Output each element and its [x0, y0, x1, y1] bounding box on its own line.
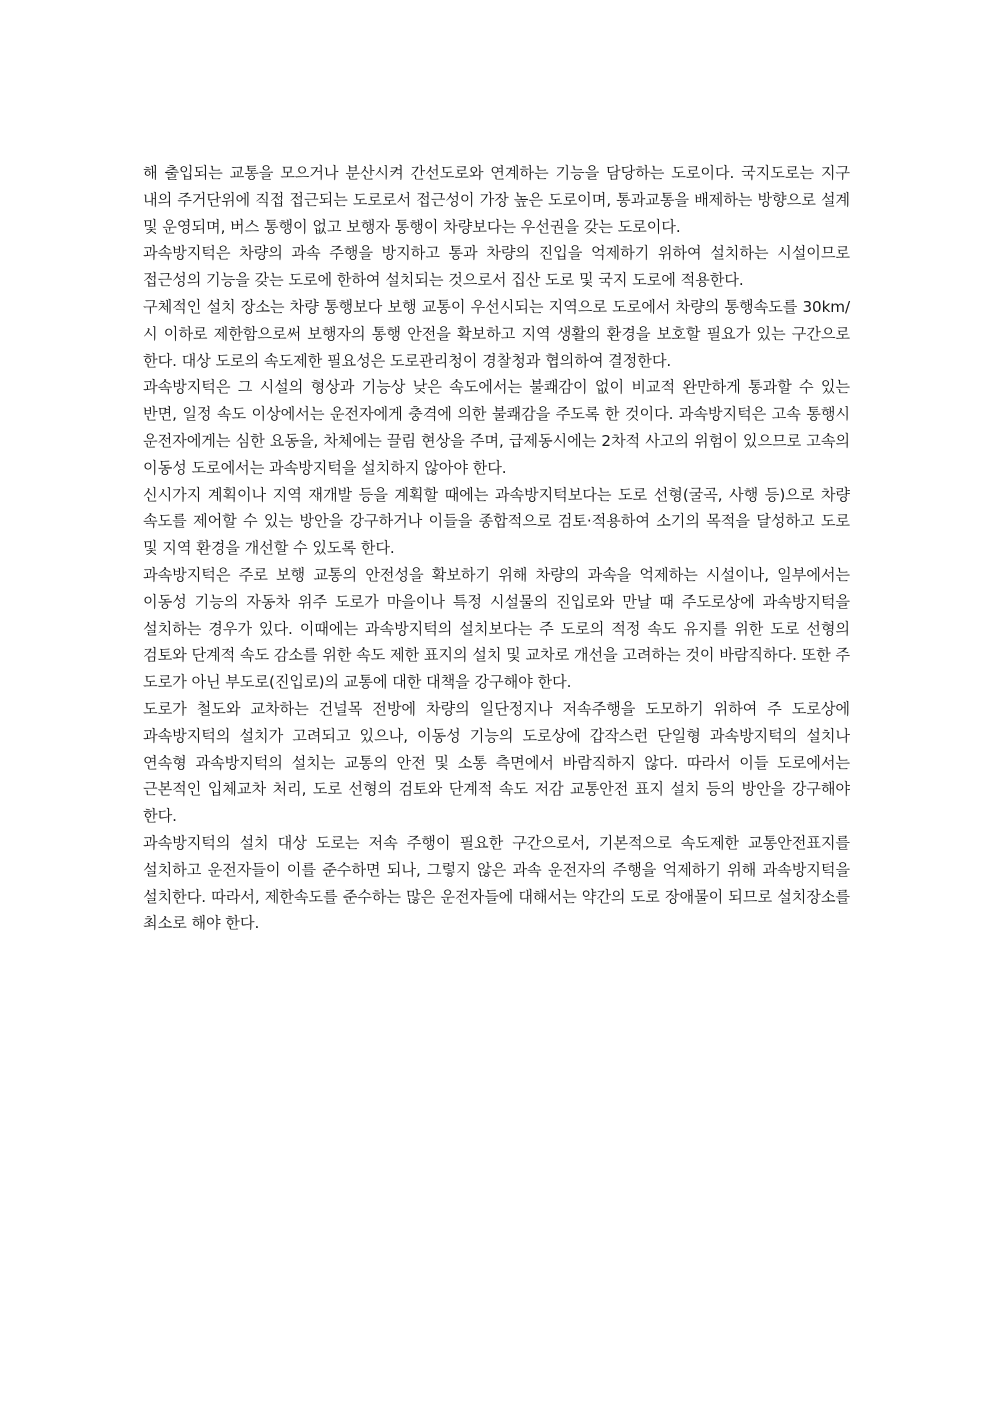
paragraph-main-road-installation: 과속방지턱은 주로 보행 교통의 안전성을 확보하기 위해 차량의 과속을 억제하는 시설이나, 일부에서는 이동성 기능의 자동차 위주 도로가 마을이나 특정 시설물의 진입로와 만날 때 주도로상에 과속방지턱을 설치하는 경우가 있다. 이때에는 과속방지턱의 설치보다는 주 도로의 적정 속도 유지를 위한 도로 선형의 검토와 단계적 속도 감소를 위한 속도 제한 표지의 설치 및 교차로 개선을 고려하는 것이 바람직하다. 또한 주 도로가 아닌 부도로(진입로)의 교통에 대한 대책을 강구해야 한다. [143, 565, 850, 692]
paragraph-railroad-crossing: 도로가 철도와 교차하는 건널목 전방에 차량의 일단정지나 저속주행을 도모하기 위하여 주 도로상에 과속방지턱의 설치가 고려되고 있으나, 이동성 기능의 도로상에 갑작스런 단일형 과속방지턱의 설치나 연속형 과속방지턱의 설치는 교통의 안전 및 소통 측면에서 바람직하지 않다. 따라서 이들 도로에서는 근본적인 입체교차 처리, 도로 선형의 검토와 단계적 속도 저감 교통안전 표지 설치 등의 방안을 강구해야 한다. [143, 699, 850, 826]
paragraph-road-classification: 해 출입되는 교통을 모으거나 분산시켜 간선도로와 연계하는 기능을 담당하는 도로이다. 국지도로는 지구 내의 주거단위에 직접 접근되는 도로로서 접근성이 가장 높은 도로이며, 통과교통을 배제하는 방향으로 설계 및 운영되며, 버스 통행이 없고 보행자 통행이 차량보다는 우선권을 갖는 도로이다. [143, 164, 850, 236]
paragraph-new-town-planning: 신시가지 계획이나 지역 재개발 등을 계획할 때에는 과속방지턱보다는 도로 선형(굴곡, 사행 등)으로 차량 속도를 제어할 수 있는 방안을 강구하거나 이들을 종합적으로 검토·적용하여 소기의 목적을 달성하고 도로 및 지역 환경을 개선할 수 있도록 한다. [143, 485, 850, 558]
body-text [143, 160, 850, 937]
paragraph-purpose: 과속방지턱은 차량의 과속 주행을 방지하고 통과 차량의 진입을 억제하기 위하여 설치하는 시설이므로 접근성의 기능을 갖는 도로에 한하여 설치되는 것으로서 집산 도로 및 국지 도로에 적용한다. [143, 244, 850, 290]
paragraph-shape-function: 과속방지턱은 그 시설의 형상과 기능상 낮은 속도에서는 불쾌감이 없이 비교적 완만하게 통과할 수 있는 반면, 일정 속도 이상에서는 운전자에게 충격에 의한 불쾌감을 주도록 한 것이다. 과속방지턱은 고속 통행시 운전자에게는 심한 요동을, 차체에는 끌림 현상을 주며, 급제동시에는 2차적 사고의 위험이 있으므로 고속의 이동성 도로에서는 과속방지턱을 설치하지 않아야 한다. [143, 378, 850, 477]
paragraph-installation-location: 구체적인 설치 장소는 차량 통행보다 보행 교통이 우선시되는 지역으로 도로에서 차량의 통행속도를 30km/시 이하로 제한함으로써 보행자의 통행 안전을 확보하고 지역 생활의 환경을 보호할 필요가 있는 구간으로 한다. 대상 도로의 속도제한 필요성은 도로관리청이 경찰청과 협의하여 결정한다. [143, 297, 850, 370]
paragraph-target-road: 과속방지턱의 설치 대상 도로는 저속 주행이 필요한 구간으로서, 기본적으로 속도제한 교통안전표지를 설치하고 운전자들이 이를 준수하면 되나, 그렇지 않은 과속 운전자의 주행을 억제하기 위해 과속방지턱을 설치한다. 따라서, 제한속도를 준수하는 많은 운전자들에 대해서는 약간의 도로 장애물이 되므로 설치장소를 최소로 해야 한다. [143, 833, 850, 933]
